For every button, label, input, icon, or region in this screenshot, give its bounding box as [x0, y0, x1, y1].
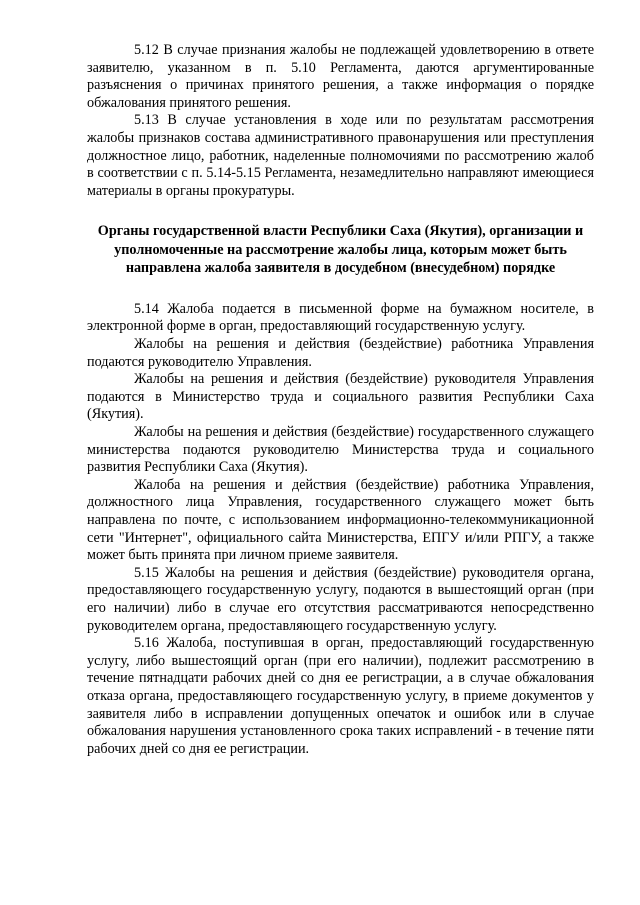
- paragraph-5-14: 5.14 Жалоба подается в письменной форме на бумажном носителе, в электронной форме в орган, предоставляющий государственную услугу.: [87, 300, 594, 335]
- paragraph-worker-complaints: Жалобы на решения и действия (бездействие) работника Управления подаются руководителю Управления.: [87, 336, 594, 370]
- paragraph-5-12: 5.12 В случае признания жалобы не подлежащей удовлетворению в ответе заявителю, указанном в п. 5.10 Регламента, даются аргументированные разъяснения о причинах принятого решения, а также информация о порядке обжалования принятого решения.: [87, 42, 594, 111]
- paragraph-submission-methods: Жалоба на решения и действия (бездействие) работника Управления, должностного лица Управления, государственного служащего может быть направлена по почте, с использованием информационно-телекоммуникационной сети "Интернет", официального сайта Министерства, ЕПГУ и/или РПГУ, а также может быть принята при личном приеме заявителя.: [87, 476, 594, 564]
- paragraph-head-complaints: Жалобы на решения и действия (бездействие) руководителя Управления подаются в Министерство труда и социального развития Республики Саха (Якутия).: [87, 371, 594, 423]
- paragraph-5-13: 5.13 В случае установления в ходе или по результатам рассмотрения жалобы признаков состава административного правонарушения или преступления должностное лицо, работник, наделенные полномочиями по рассмотрению жалоб в соответствии с п. 5.14-5.15 Регламента, незамедлительно направляют имеющиеся материалы в органы прокуратуры.: [87, 112, 594, 199]
- section-heading: Органы государственной власти Республики Саха (Якутия), организации и уполномоченные на рассмотрение жалобы лица, которым может быть направлена жалоба заявителя в досудебном (внесудебном) порядке: [97, 223, 584, 277]
- paragraph-5-16: 5.16 Жалоба, поступившая в орган, предоставляющий государственную услугу, либо вышестоящий орган (при его наличии), подлежит рассмотрению в течение пятнадцати рабочих дней со дня ее регистрации, а в случае обжалования отказа органа, предоставляющего государственную услугу, в приеме документов у заявителя либо в исправлении допущенных опечаток и ошибок или в случае обжалования нарушения установленного срока таких исправлений - в течение пяти рабочих дней со дня ее регистрации.: [87, 635, 594, 757]
- paragraph-5-15: 5.15 Жалобы на решения и действия (бездействие) руководителя органа, предоставляющего государственную услугу, подаются в вышестоящий орган (при его наличии) либо в случае его отсутствия рассматриваются непосредственно руководителем органа, предоставляющего государственную услугу.: [87, 564, 594, 634]
- paragraph-civil-servant-complaints: Жалобы на решения и действия (бездействие) государственного служащего министерства подаются руководителю Министерства труда и социального развития Республики Саха (Якутия).: [87, 424, 594, 476]
- document-page: [87, 42, 594, 758]
